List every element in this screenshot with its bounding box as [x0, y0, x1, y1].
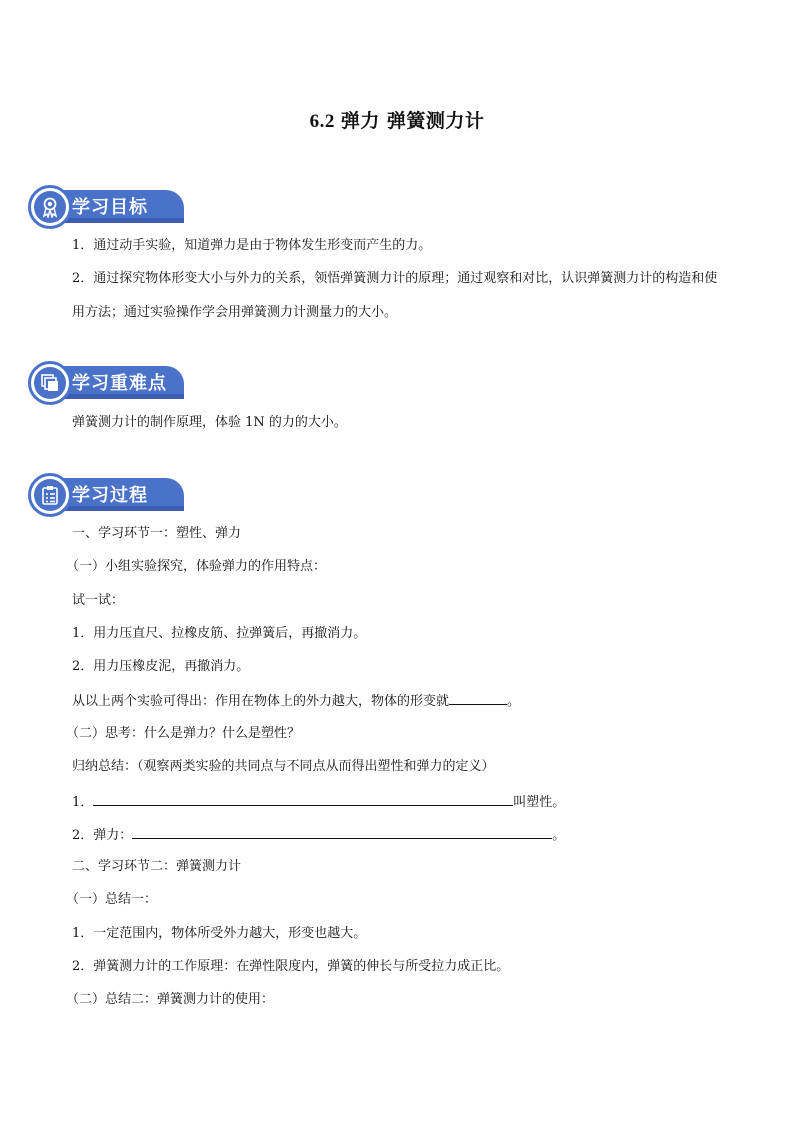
stacked-pages-icon: [28, 361, 72, 405]
process-line-12: （一）总结一：: [66, 892, 158, 907]
period: 。: [552, 828, 566, 843]
section-label: 学习目标: [72, 197, 148, 218]
keypoints-text: 弹簧测力计的制作原理，体验 1N 的力的大小。: [72, 415, 347, 430]
fill-blank[interactable]: [93, 791, 513, 806]
definition-suffix: 叫塑性。: [513, 795, 566, 810]
objective-item-2: 2．通过探究物体形变大小与外力的关系，领悟弹簧测力计的原理；通过观察和对比，认识弹簧测力计的构造和使用方法；通过实验操作学会用弹簧测力计测量力的大小。: [72, 271, 718, 320]
page-title: [0, 106, 794, 133]
process-line-8: 归纳总结：（观察两类实验的共同点与不同点从而得出塑性和弹力的定义）: [72, 759, 495, 774]
objective-item-1: 1．通过动手实验，知道弹力是由于物体发生形变而产生的力。: [72, 238, 432, 253]
process-line-14: 2．弹簧测力计的工作原理：在弹性限度内，弹簧的伸长与所受拉力成正比。: [72, 959, 510, 974]
process-line-10: [72, 824, 734, 846]
conclusion-text: 从以上两个实验可得出：作用在物体上的外力越大，物体的形变就: [72, 694, 450, 709]
section-header-objectives: [28, 185, 188, 229]
title-number: 6.2: [309, 111, 335, 132]
section-label: 学习过程: [72, 485, 148, 506]
clipboard-checklist-icon: [28, 473, 72, 517]
title-text: 弹力 弹簧测力计: [340, 110, 485, 132]
fill-blank[interactable]: [449, 690, 507, 705]
award-ribbon-icon: [28, 185, 72, 229]
section-header-process: [28, 473, 188, 517]
section-label: 学习重难点: [72, 373, 167, 394]
process-line-4: 1．用力压直尺、拉橡皮筋、拉弹簧后，再撤消力。: [72, 626, 367, 641]
item-number: 1．: [72, 795, 94, 810]
period: 。: [507, 694, 521, 709]
fill-blank[interactable]: [132, 824, 552, 839]
process-line-9: [72, 791, 734, 813]
section-header-keypoints: [28, 361, 188, 405]
elastic-label: 2．弹力：: [72, 828, 133, 843]
process-line-6: [72, 690, 734, 712]
process-line-13: 1．一定范围内，物体所受外力越大，形变也越大。: [72, 926, 367, 941]
process-line-3: 试一试：: [72, 593, 125, 608]
process-line-7: （二）思考：什么是弹力？什么是塑性？: [66, 726, 301, 741]
process-line-5: 2．用力压橡皮泥，再撤消力。: [72, 659, 250, 674]
process-line-1: 一、学习环节一：塑性、弹力: [72, 526, 242, 541]
process-line-2: （一）小组实验探究，体验弹力的作用特点：: [66, 559, 327, 574]
process-line-15: （二）总结二：弹簧测力计的使用：: [66, 992, 275, 1007]
process-line-11: 二、学习环节二：弹簧测力计: [72, 859, 242, 874]
